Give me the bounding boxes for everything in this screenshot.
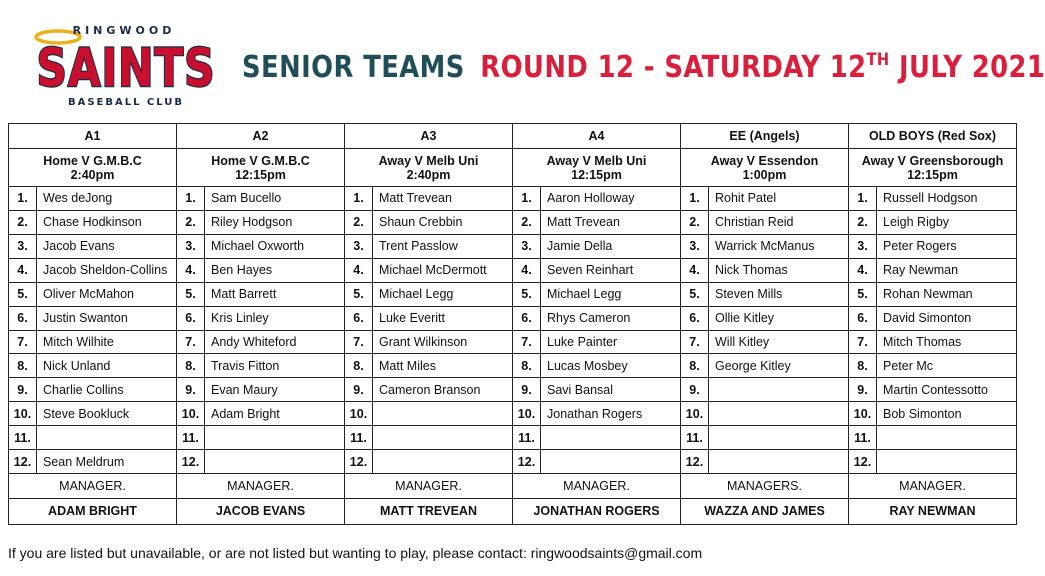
fixture-cell	[849, 149, 1017, 187]
player-number: 2.	[849, 210, 877, 234]
player-number: 12.	[177, 450, 205, 474]
player-name: Nick Unland	[37, 354, 177, 378]
player-name: Rhys Cameron	[541, 306, 681, 330]
player-name	[373, 450, 513, 474]
player-number: 10.	[9, 402, 37, 426]
team-name: A1	[9, 124, 177, 149]
player-name: Steve Bookluck	[37, 402, 177, 426]
player-number: 2.	[681, 210, 709, 234]
player-number: 1.	[345, 186, 373, 210]
player-number: 11.	[849, 426, 877, 450]
player-name: Matt Trevean	[541, 210, 681, 234]
player-name: Russell Hodgson	[877, 186, 1017, 210]
player-number: 4.	[849, 258, 877, 282]
player-number: 12.	[513, 450, 541, 474]
player-row	[9, 234, 1017, 258]
player-name	[373, 426, 513, 450]
player-name: Mitch Wilhite	[37, 330, 177, 354]
page-title	[242, 50, 1045, 85]
team-name: A4	[513, 124, 681, 149]
player-number: 5.	[177, 282, 205, 306]
player-row	[9, 282, 1017, 306]
player-name: Matt Barrett	[205, 282, 345, 306]
player-name	[541, 426, 681, 450]
player-number: 2.	[513, 210, 541, 234]
player-number: 5.	[681, 282, 709, 306]
player-number: 3.	[849, 234, 877, 258]
player-name: Peter Mc	[877, 354, 1017, 378]
manager-name-row	[9, 498, 1017, 525]
player-number: 4.	[681, 258, 709, 282]
player-name: Riley Hodgson	[205, 210, 345, 234]
player-row	[9, 354, 1017, 378]
player-number: 3.	[9, 234, 37, 258]
player-number: 7.	[9, 330, 37, 354]
player-number: 9.	[177, 378, 205, 402]
manager-label: MANAGER.	[345, 474, 513, 498]
player-number: 8.	[345, 354, 373, 378]
player-row	[9, 258, 1017, 282]
player-name: Michael Legg	[541, 282, 681, 306]
player-number: 11.	[513, 426, 541, 450]
team-name: EE (Angels)	[681, 124, 849, 149]
player-name: David Simonton	[877, 306, 1017, 330]
player-name: Jacob Sheldon-Collins	[37, 258, 177, 282]
logo-main-text: SAINTS	[36, 38, 216, 100]
fixture-opponent: Home V G.M.B.C	[211, 153, 310, 168]
player-row	[9, 210, 1017, 234]
player-number: 1.	[9, 186, 37, 210]
player-name: Justin Swanton	[37, 306, 177, 330]
player-row	[9, 330, 1017, 354]
player-name: Nick Thomas	[709, 258, 849, 282]
player-name	[205, 450, 345, 474]
player-number: 6.	[513, 306, 541, 330]
fixture-opponent: Home V G.M.B.C	[43, 153, 142, 168]
player-name: Sean Meldrum	[37, 450, 177, 474]
player-number: 6.	[345, 306, 373, 330]
player-number: 10.	[513, 402, 541, 426]
player-number: 10.	[177, 402, 205, 426]
player-number: 1.	[849, 186, 877, 210]
player-name: Trent Passlow	[373, 234, 513, 258]
player-name	[709, 450, 849, 474]
player-number: 12.	[9, 450, 37, 474]
manager-label: MANAGERS.	[681, 474, 849, 498]
player-name: Leigh Rigby	[877, 210, 1017, 234]
player-name: Mitch Thomas	[877, 330, 1017, 354]
player-name: Jonathan Rogers	[541, 402, 681, 426]
player-number: 4.	[177, 258, 205, 282]
player-name	[709, 426, 849, 450]
player-name: Rohan Newman	[877, 282, 1017, 306]
player-name: Jamie Della	[541, 234, 681, 258]
player-name	[541, 450, 681, 474]
player-row	[9, 402, 1017, 426]
player-row	[9, 426, 1017, 450]
player-number: 5.	[345, 282, 373, 306]
player-number: 2.	[345, 210, 373, 234]
player-number: 9.	[513, 378, 541, 402]
manager-name: RAY NEWMAN	[849, 498, 1017, 525]
player-name: Steven Mills	[709, 282, 849, 306]
title-round: ROUND 12 - SATURDAY 12	[480, 50, 867, 85]
fixture-time: 2:40pm	[406, 167, 451, 182]
fixture-cell	[513, 149, 681, 187]
player-name	[877, 426, 1017, 450]
fixture-opponent: Away V Melb Uni	[378, 153, 479, 168]
player-name: Will Kitley	[709, 330, 849, 354]
player-number: 4.	[9, 258, 37, 282]
player-number: 8.	[177, 354, 205, 378]
player-name	[373, 402, 513, 426]
player-number: 2.	[9, 210, 37, 234]
player-name: George Kitley	[709, 354, 849, 378]
player-name: Matt Miles	[373, 354, 513, 378]
player-number: 7.	[345, 330, 373, 354]
manager-label: MANAGER.	[9, 474, 177, 498]
player-name: Shaun Crebbin	[373, 210, 513, 234]
manager-label: MANAGER.	[513, 474, 681, 498]
player-row	[9, 306, 1017, 330]
fixture-row	[9, 149, 1017, 187]
player-name: Luke Everitt	[373, 306, 513, 330]
team-header-row	[9, 124, 1017, 149]
player-name: Luke Painter	[541, 330, 681, 354]
player-row	[9, 378, 1017, 402]
player-name: Adam Bright	[205, 402, 345, 426]
player-number: 12.	[345, 450, 373, 474]
manager-name: WAZZA AND JAMES	[681, 498, 849, 525]
saints-logo-graphic	[26, 20, 216, 110]
team-name: A3	[345, 124, 513, 149]
player-name: Seven Reinhart	[541, 258, 681, 282]
player-name: Ollie Kitley	[709, 306, 849, 330]
player-number: 4.	[345, 258, 373, 282]
player-row	[9, 450, 1017, 474]
player-name	[877, 450, 1017, 474]
player-name: Christian Reid	[709, 210, 849, 234]
manager-label: MANAGER.	[849, 474, 1017, 498]
player-number: 8.	[513, 354, 541, 378]
player-name: Cameron Branson	[373, 378, 513, 402]
player-number: 8.	[9, 354, 37, 378]
player-name: Michael McDermott	[373, 258, 513, 282]
title-round-date	[480, 50, 1045, 85]
player-number: 7.	[513, 330, 541, 354]
player-number: 7.	[681, 330, 709, 354]
page-header	[0, 0, 1045, 118]
player-number: 5.	[513, 282, 541, 306]
player-name: Kris Linley	[205, 306, 345, 330]
player-number: 1.	[681, 186, 709, 210]
manager-name: ADAM BRIGHT	[9, 498, 177, 525]
player-number: 6.	[849, 306, 877, 330]
player-number: 11.	[681, 426, 709, 450]
player-number: 3.	[177, 234, 205, 258]
title-date-suffix: TH	[866, 50, 890, 70]
player-number: 3.	[345, 234, 373, 258]
player-name: Oliver McMahon	[37, 282, 177, 306]
player-name: Grant Wilkinson	[373, 330, 513, 354]
manager-label: MANAGER.	[177, 474, 345, 498]
team-roster-table	[8, 123, 1017, 525]
player-name: Ben Hayes	[205, 258, 345, 282]
manager-label-row	[9, 474, 1017, 498]
player-row	[9, 186, 1017, 210]
fixture-opponent: Away V Greensborough	[861, 153, 1004, 168]
fixture-cell	[177, 149, 345, 187]
player-number: 10.	[681, 402, 709, 426]
player-name: Sam Bucello	[205, 186, 345, 210]
player-name: Matt Trevean	[373, 186, 513, 210]
player-name	[709, 402, 849, 426]
player-name: Jacob Evans	[37, 234, 177, 258]
team-name: A2	[177, 124, 345, 149]
player-number: 11.	[9, 426, 37, 450]
fixture-time: 12:15pm	[571, 167, 622, 182]
player-name	[709, 378, 849, 402]
player-name: Rohit Patel	[709, 186, 849, 210]
player-number: 9.	[345, 378, 373, 402]
player-number: 6.	[177, 306, 205, 330]
fixture-time: 12:15pm	[907, 167, 958, 182]
fixture-time: 1:00pm	[742, 167, 787, 182]
logo-bottom-text: BASEBALL CLUB	[67, 97, 185, 108]
fixture-cell	[345, 149, 513, 187]
player-name: Warrick McManus	[709, 234, 849, 258]
player-number: 5.	[9, 282, 37, 306]
player-number: 7.	[849, 330, 877, 354]
player-number: 9.	[849, 378, 877, 402]
contact-note: If you are listed but unavailable, or are not listed but wanting to play, please contact: ringwoodsaints@gmail.com	[8, 545, 703, 561]
fixture-cell	[681, 149, 849, 187]
player-number: 11.	[345, 426, 373, 450]
player-number: 3.	[513, 234, 541, 258]
player-name: Savi Bansal	[541, 378, 681, 402]
player-number: 3.	[681, 234, 709, 258]
manager-name: JONATHAN ROGERS	[513, 498, 681, 525]
title-senior-teams: SENIOR TEAMS	[242, 50, 465, 85]
player-name: Aaron Holloway	[541, 186, 681, 210]
fixture-opponent: Away V Melb Uni	[546, 153, 647, 168]
player-name: Andy Whiteford	[205, 330, 345, 354]
player-name	[205, 426, 345, 450]
player-number: 12.	[681, 450, 709, 474]
player-number: 8.	[849, 354, 877, 378]
fixture-cell	[9, 149, 177, 187]
player-name: Martin Contessotto	[877, 378, 1017, 402]
player-number: 6.	[681, 306, 709, 330]
player-number: 9.	[9, 378, 37, 402]
manager-name: MATT TREVEAN	[345, 498, 513, 525]
player-name: Michael Legg	[373, 282, 513, 306]
player-name: Peter Rogers	[877, 234, 1017, 258]
player-number: 7.	[177, 330, 205, 354]
player-number: 1.	[513, 186, 541, 210]
title-date-rest: JULY 2021	[889, 50, 1045, 85]
player-name: Charlie Collins	[37, 378, 177, 402]
player-number: 11.	[177, 426, 205, 450]
player-name: Michael Oxworth	[205, 234, 345, 258]
player-number: 10.	[849, 402, 877, 426]
player-name: Travis Fitton	[205, 354, 345, 378]
player-name: Chase Hodkinson	[37, 210, 177, 234]
fixture-time: 12:15pm	[235, 167, 286, 182]
manager-name: JACOB EVANS	[177, 498, 345, 525]
player-number: 2.	[177, 210, 205, 234]
player-name	[37, 426, 177, 450]
team-name: OLD BOYS (Red Sox)	[849, 124, 1017, 149]
player-number: 6.	[9, 306, 37, 330]
player-number: 8.	[681, 354, 709, 378]
player-name: Evan Maury	[205, 378, 345, 402]
player-number: 12.	[849, 450, 877, 474]
club-logo	[26, 20, 216, 110]
player-number: 5.	[849, 282, 877, 306]
logo-top-text: RINGWOOD	[72, 24, 176, 37]
player-name: Ray Newman	[877, 258, 1017, 282]
player-number: 10.	[345, 402, 373, 426]
player-name: Wes deJong	[37, 186, 177, 210]
player-name: Bob Simonton	[877, 402, 1017, 426]
player-number: 1.	[177, 186, 205, 210]
fixture-time: 2:40pm	[70, 167, 115, 182]
player-number: 9.	[681, 378, 709, 402]
player-name: Lucas Mosbey	[541, 354, 681, 378]
fixture-opponent: Away V Essendon	[710, 153, 819, 168]
player-number: 4.	[513, 258, 541, 282]
